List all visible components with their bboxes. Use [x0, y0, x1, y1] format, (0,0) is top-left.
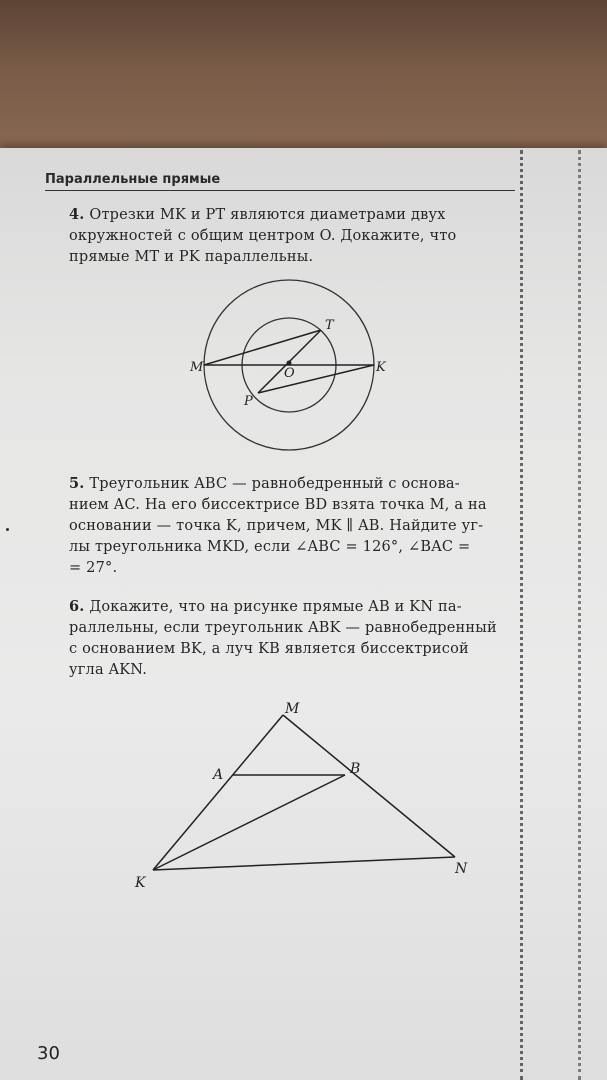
problem-6 [45, 596, 515, 681]
problem-5-line-2: нием AC. На его биссектрисе BD взята точка M, а на [69, 497, 487, 513]
problem-6-line-3: с основанием BK, а луч KB является биссектрисой [69, 641, 469, 657]
label-k: K [135, 875, 146, 891]
problem-4-line-3: прямые MT и PK параллельны. [69, 249, 314, 265]
label-k: K [376, 360, 386, 375]
problem-5-line-4: лы треугольника MKD, если ∠ABC = 126°, ∠BAC = [69, 539, 471, 555]
desk-background [0, 0, 607, 160]
problem-4 [45, 204, 515, 268]
label-p: P [244, 394, 253, 409]
problem-6-line-1: Докажите, что на рисунке прямые AB и KN па- [89, 599, 462, 615]
problem-4-number: 4. [69, 206, 85, 223]
perforation-line-outer [578, 150, 581, 1080]
page-number: 30 [37, 1043, 60, 1064]
problem-6-line-2: раллельны, если треугольник ABK — равнобедренный [69, 620, 497, 636]
problem-4-line-1: Отрезки MK и PT являются диаметрами двух [89, 207, 446, 223]
segment-km [153, 715, 283, 870]
segment-kn [153, 857, 455, 870]
label-m: M [285, 701, 300, 717]
perforation-line [520, 150, 523, 1080]
problem-4-line-2: окружностей с общим центром O. Докажите, что [69, 228, 457, 244]
center-point-o [287, 361, 292, 366]
problem-6-line-4: угла AKN. [69, 662, 148, 678]
label-n: N [455, 861, 468, 877]
label-a: A [213, 767, 224, 783]
problem-6-number: 6. [69, 598, 85, 615]
problem-5-line-5: = 27°. [69, 560, 118, 576]
figure-triangle [125, 695, 485, 895]
problem-5-line-1: Треугольник ABC — равнобедренный с основа- [89, 476, 460, 492]
problem-5 [45, 473, 515, 579]
label-b: B [350, 761, 361, 777]
segment-mn [283, 715, 455, 857]
ink-speck [6, 528, 9, 531]
label-t: T [325, 318, 334, 333]
section-header: Параллельные прямые [45, 172, 221, 187]
segment-pk [258, 365, 374, 393]
problem-5-number: 5. [69, 475, 85, 492]
header-divider [45, 190, 515, 191]
problem-5-line-3: основании — точка K, причем, MK ∥ AB. Найдите уг- [69, 518, 484, 534]
label-o: O [284, 366, 295, 381]
label-m: M [190, 360, 204, 375]
segment-kb [153, 775, 345, 870]
figure-concentric-circles [180, 275, 400, 455]
